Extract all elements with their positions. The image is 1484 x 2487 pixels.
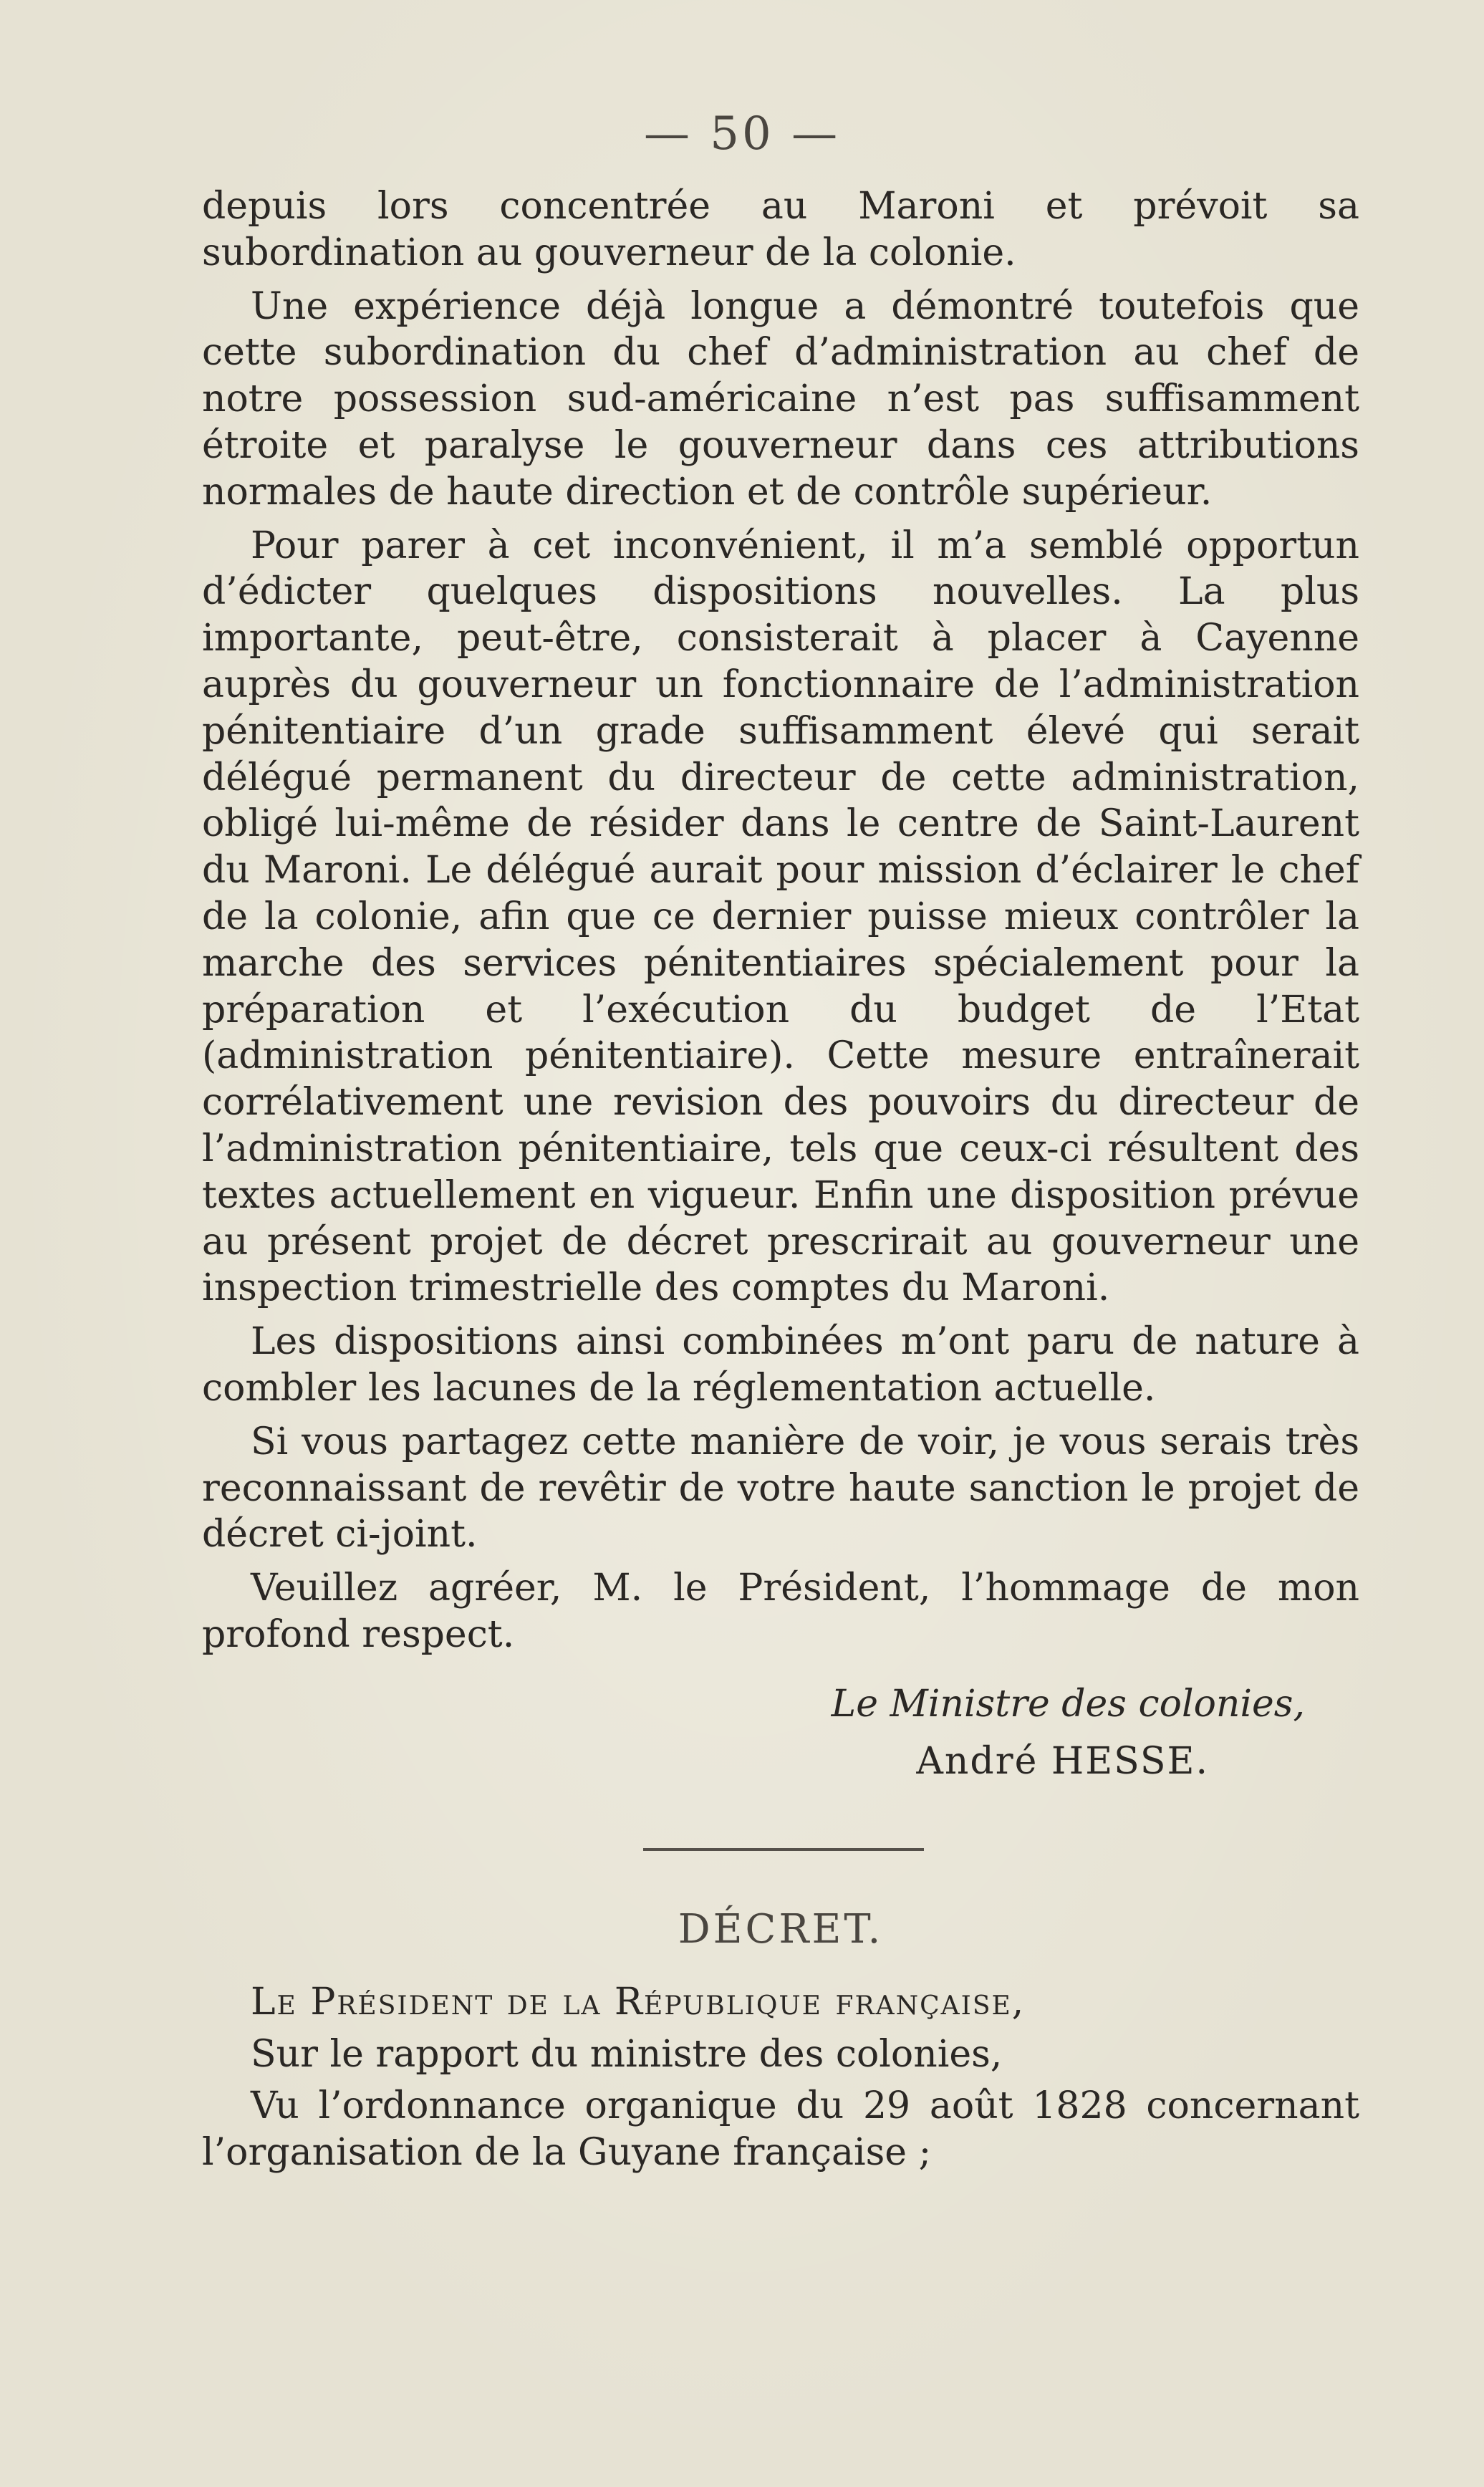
signature-name: André HESSE.: [916, 1739, 1209, 1783]
decree-title: DÉCRET.: [678, 1906, 884, 1953]
paragraph: Les dispositions ainsi combinées m’ont paru de nature à combler les lacunes de la réglementation actuelle.: [202, 1320, 1359, 1410]
signature-block: [202, 1675, 1359, 1790]
report-body: [202, 183, 1359, 1790]
decree-line: Vu l’ordonnance organique du 29 août 1828 concernant l’organisation de la Guyane française ;: [202, 2084, 1359, 2175]
paragraph: Veuillez agréer, M. le Président, l’hommage de mon profond respect.: [202, 1567, 1359, 1656]
decree-line: Sur le rapport du ministre des colonies,: [251, 2032, 1003, 2076]
paragraph: Si vous partagez cette manière de voir, je vous serais très reconnaissant de revêtir de votre haute sanction le projet de décret ci-joint.: [202, 1420, 1359, 1557]
page-number: — 50 —: [643, 107, 841, 160]
paragraph: Une expérience déjà longue a démontré toutefois que cette subordination du chef d’administration au chef de notre possession sud-américaine n’est pas suffisamment étroite et paralyse le gouverneur dans ces attributions normales de haute direction et de contrôle supérieur.: [202, 284, 1359, 514]
decree-heading: Le Président de la République française,: [251, 1980, 1026, 2024]
paragraph-continuation: depuis lors concentrée au Maroni et prévoit sa subordination au gouverneur de la colonie.: [202, 185, 1359, 274]
decree-section: [202, 1907, 1359, 2176]
paragraph: Pour parer à cet inconvénient, il m’a semblé opportun d’édicter quelques dispositions nouvelles. La plus importante, peut-être, consisterait à placer à Cayenne auprès du gouverneur un fonctionnaire de l’administration pénitentiaire d’un grade suffisamment élevé qui serait délégué permanent du directeur de cette administration, obligé lui-même de résider dans le centre de Saint-Laurent du Maroni. Le délégué aurait pour mission d’éclairer le chef de la colonie, afin que ce dernier puisse mieux contrôler la marche des services pénitentiaires spécialement pour la préparation et l’exécution du budget de l’Etat (administration pénitentiaire). Cette mesure entraînerait corrélativement une revision des pouvoirs du directeur de l’administration pénitentiaire, tels que ceux-ci résultent des textes actuellement en vigueur. Enfin une disposition prévue au présent projet de décret prescrirait au gouverneur une inspection trimestrielle des comptes du Maroni.: [202, 524, 1359, 1310]
section-divider: [643, 1848, 924, 1851]
signature-role: Le Ministre des colonies,: [831, 1682, 1305, 1726]
